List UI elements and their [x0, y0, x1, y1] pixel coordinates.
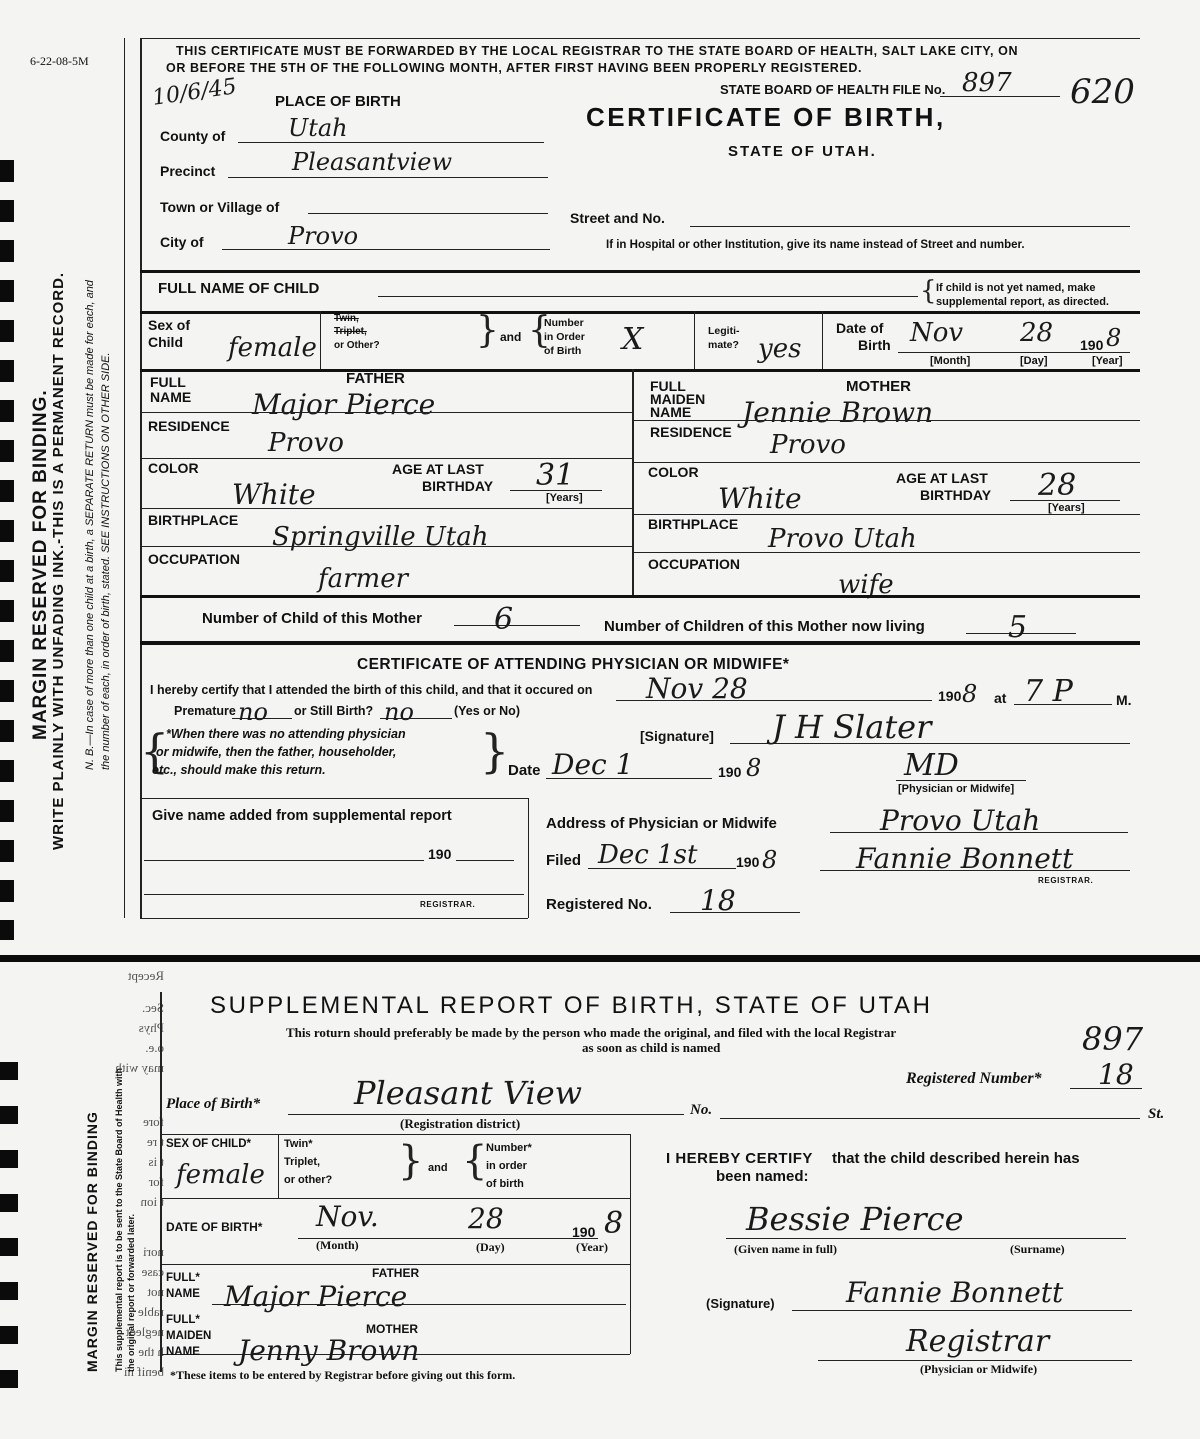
margin-write-text: WRITE PLAINLY WITH UNFADING INK.-THIS IS A PERMANENT RECORD.	[50, 271, 67, 850]
supp-day-label: (Day)	[476, 1240, 505, 1254]
bleed-line: t re	[147, 1134, 164, 1149]
certificate-subtitle: STATE OF UTAH.	[728, 143, 877, 160]
supp-twin-1: Twin*	[284, 1138, 313, 1150]
child-row-sep-2	[694, 311, 695, 369]
yes-no-label: (Yes or No)	[454, 704, 520, 718]
supp-number-2: in order	[486, 1160, 527, 1172]
supp-sex-label: SEX OF CHILD*	[166, 1138, 251, 1150]
dob-label-1: Date of	[836, 320, 884, 336]
physician-signature: J H Slater	[772, 708, 932, 746]
father-residence-label: RESIDENCE	[148, 418, 230, 434]
file-no-label: STATE BOARD OF HEALTH FILE No.	[720, 82, 946, 97]
handwritten-margin-date: 10/6/45	[150, 74, 239, 111]
supp-number-3: of birth	[486, 1178, 524, 1190]
order-label-3: of Birth	[544, 345, 582, 357]
mother-row-line-4	[634, 552, 1140, 553]
supp-registration-district: (Registration district)	[400, 1116, 521, 1131]
still-value: no	[384, 698, 414, 726]
full-name-line	[378, 296, 918, 297]
footnote-3: etc., should make this return.	[152, 763, 326, 777]
birth-year-printed: 190	[938, 688, 962, 704]
premature-label: Premature	[174, 704, 236, 718]
premature-value: no	[238, 698, 268, 726]
mother-row-line-1	[634, 420, 1140, 421]
supp-dob-month: Nov.	[316, 1200, 379, 1233]
instruction-line-2: OR BEFORE THE 5TH OF THE FOLLOWING MONTH, AFTER FIRST HAVING BEEN PROPERLY REGISTERED.	[166, 61, 863, 75]
filed-year-hand: 8	[762, 846, 778, 874]
dob-day: 28	[1020, 318, 1054, 348]
legit-label-2: mate?	[708, 339, 739, 351]
supp-reg-number: 18	[1098, 1058, 1134, 1091]
address-label: Address of Physician or Midwife	[546, 815, 777, 832]
bleed-line: t is	[148, 1154, 164, 1169]
supp-and-label: and	[428, 1162, 448, 1174]
sex-label-1: Sex of	[148, 317, 191, 333]
mother-birthplace: Provo Utah	[768, 524, 917, 554]
town-line	[308, 213, 548, 214]
supp-subtitle-2: as soon as child is named	[582, 1040, 721, 1055]
dob-label-2: Birth	[858, 337, 891, 353]
father-age-label-2: BIRTHDAY	[422, 478, 494, 494]
city-label: City of	[160, 234, 204, 250]
supp-signer-title: Registrar	[906, 1324, 1050, 1359]
supp-father-label-2: NAME	[166, 1288, 200, 1300]
bleed-line: fore	[143, 1114, 164, 1129]
supp-sex: female	[176, 1160, 265, 1190]
supp-place-line	[288, 1114, 684, 1115]
supp-box-row-2	[160, 1264, 630, 1265]
supp-signature-line	[792, 1310, 1132, 1311]
supp-certify-rest: that the child described herein has	[832, 1150, 1080, 1167]
father-heading: FATHER	[346, 370, 405, 387]
physician-heading: CERTIFICATE OF ATTENDING PHYSICIAN OR MIDWIFE*	[357, 656, 790, 673]
supp-mother-label-2: MAIDEN	[166, 1330, 212, 1342]
bleed-line: not	[147, 1284, 164, 1299]
father-occupation-label: OCCUPATION	[148, 551, 241, 567]
supp-reg-number-label: Registered Number*	[906, 1070, 1042, 1087]
supp-year-label: (Year)	[576, 1240, 608, 1254]
supp-mother-label-1: FULL*	[166, 1314, 200, 1326]
bleed-line: Recept	[127, 968, 164, 983]
bleed-line: negleot	[125, 1324, 164, 1339]
order-label-2: in Order	[544, 331, 585, 343]
date-year-hand: 8	[746, 754, 762, 782]
twin-brace: }	[476, 310, 499, 351]
divider-1	[140, 270, 1140, 273]
mother-occupation-label: OCCUPATION	[648, 556, 741, 572]
certificate-title: CERTIFICATE OF BIRTH,	[586, 102, 946, 132]
child-row-sep-3	[822, 311, 823, 369]
children-living-label: Number of Children of this Mother now living	[604, 618, 925, 635]
full-name-note-2: supplemental report, as directed.	[936, 296, 1109, 308]
divider-5	[140, 641, 1140, 645]
supp-month-label: (Month)	[316, 1238, 359, 1252]
file-no-extra: 620	[1070, 72, 1135, 112]
supp-surname-label: (Surname)	[1010, 1242, 1065, 1256]
supp-physician-label: (Physician or Midwife)	[920, 1362, 1038, 1376]
twin-label-1: Twin,	[334, 313, 359, 324]
full-name-note-1: If child is not yet named, make	[936, 282, 1096, 294]
supp-father: Major Pierce	[224, 1280, 408, 1313]
full-name-brace: {	[920, 276, 937, 306]
father-name-label-1: FULL	[150, 374, 186, 390]
supp-margin-note-1: This supplemental report is to be sent to the State Board of Health with	[114, 1067, 124, 1372]
file-no: 897	[962, 68, 1012, 98]
footnote-1: *When there was no attending physician	[166, 727, 406, 741]
order-label-1: Number	[544, 317, 584, 329]
supp-file-no: 897	[1082, 1020, 1144, 1058]
father-residence: Provo	[268, 428, 344, 458]
city-value: Provo	[288, 222, 359, 250]
bleed-line: Phys	[138, 1020, 164, 1035]
supp-given-label: (Given name in full)	[734, 1242, 838, 1256]
father-row-line-4	[140, 546, 632, 547]
mother-name-label-3: NAME	[650, 404, 692, 420]
mother-age-line	[1010, 500, 1120, 501]
father-age-label-1: AGE AT LAST	[392, 461, 484, 477]
mother-residence: Provo	[770, 430, 846, 460]
street-label: Street and No.	[570, 210, 665, 226]
dob-year-hand: 8	[1106, 324, 1122, 352]
child-row-sep-1	[320, 311, 321, 369]
torn-left-edge-bottom	[0, 1062, 18, 1402]
mother-color: White	[718, 482, 802, 515]
supp-name-line-2	[144, 894, 524, 895]
registered-no-label: Registered No.	[546, 896, 652, 913]
supp-twin-2: Triplet,	[284, 1156, 321, 1168]
mother-name-label-1: FULL	[650, 378, 686, 394]
filed-year-printed: 190	[736, 854, 760, 870]
footnote-brace-left: {	[140, 724, 170, 778]
children-living: 5	[1008, 610, 1028, 645]
supp-registrar-label: REGISTRAR.	[420, 900, 476, 909]
date-year-printed: 190	[718, 764, 742, 780]
father-occupation: farmer	[318, 564, 409, 594]
bleed-line: nori	[143, 1244, 164, 1259]
supp-father-heading: FATHER	[372, 1266, 420, 1280]
supp-street-line	[720, 1118, 1140, 1119]
instruction-line-1: THIS CERTIFICATE MUST BE FORWARDED BY THE LOCAL REGISTRAR TO THE STATE BOARD OF HEALTH, SALT LAKE CITY, ON	[176, 44, 1019, 58]
supp-subtitle-1: This roturn should preferably be made by the person who made the original, and filed with the local Registrar	[286, 1025, 897, 1040]
father-birthplace-label: BIRTHPLACE	[148, 512, 239, 528]
parents-divider	[632, 369, 634, 595]
city-line	[222, 249, 550, 250]
supp-box-right	[528, 798, 529, 918]
supplemental-report	[0, 962, 1200, 1439]
twin-label-3: or Other?	[334, 340, 380, 351]
mother-age: 28	[1038, 468, 1077, 503]
street-line	[690, 226, 1130, 227]
torn-left-edge	[0, 160, 14, 940]
legit-value: yes	[758, 334, 802, 364]
bleed-through-text	[54, 966, 164, 1379]
supp-box-row-1	[160, 1198, 630, 1199]
mother-row-line-2	[634, 462, 1140, 463]
supp-footnote: *These items to be entered by Registrar before giving out this form.	[170, 1368, 516, 1382]
mother-years-label: [Years]	[1048, 502, 1085, 514]
bleed-line: may with	[115, 1060, 164, 1075]
sex-value: female	[228, 333, 317, 363]
footnote-brace-right: }	[480, 724, 510, 778]
supp-title-line	[818, 1360, 1132, 1361]
town-label: Town or Village of	[160, 199, 280, 215]
border-top	[140, 38, 1140, 39]
supp-mother-heading: MOTHER	[366, 1322, 418, 1336]
child-number: 6	[494, 602, 514, 637]
supp-mother-label-3: NAME	[166, 1346, 200, 1358]
mother-age-label-1: AGE AT LAST	[896, 470, 988, 486]
father-birthplace: Springville Utah	[272, 522, 489, 552]
place-of-birth-heading: PLACE OF BIRTH	[275, 93, 401, 110]
supp-box-top	[140, 798, 528, 799]
filed-date: Dec 1st	[598, 840, 698, 870]
supp-dob-year-printed: 190	[572, 1224, 596, 1240]
full-name-label: FULL NAME OF CHILD	[158, 280, 320, 297]
mother-birthplace-label: BIRTHPLACE	[648, 516, 739, 532]
bleed-line: benif ni	[123, 1364, 164, 1379]
supp-given-line	[726, 1238, 1126, 1239]
supp-name-label: Give name added from supplemental report	[152, 808, 452, 824]
supp-place: Pleasant View	[354, 1074, 583, 1112]
border-left-inner	[124, 38, 125, 918]
supp-title: SUPPLEMENTAL REPORT OF BIRTH, STATE OF UTAH	[210, 992, 933, 1019]
supp-year: 190	[428, 846, 452, 862]
dob-month: Nov	[910, 318, 964, 348]
father-age-line	[510, 490, 602, 491]
filed-registrar-label: REGISTRAR.	[1038, 876, 1094, 885]
registered-no: 18	[700, 884, 736, 917]
supp-box-top	[160, 1134, 630, 1135]
supp-certify-label: I HEREBY CERTIFY	[666, 1150, 813, 1167]
dob-month-label: [Month]	[930, 355, 971, 367]
supp-border-left	[160, 992, 162, 1372]
supp-box-right	[630, 1134, 631, 1354]
supp-father-label-1: FULL*	[166, 1272, 200, 1284]
supp-dob-year-hand: 8	[604, 1206, 624, 1241]
father-name: Major Pierce	[252, 388, 436, 421]
supp-year-line	[456, 860, 514, 861]
physician-md: MD	[904, 748, 959, 783]
birth-time: 7 P	[1024, 674, 1073, 709]
birth-date: Nov 28	[646, 672, 748, 705]
supp-name-line-1	[144, 860, 424, 861]
physician-label: [Physician or Midwife]	[898, 783, 1015, 795]
twin-label-2: Triplet,	[334, 326, 367, 337]
dob-year-label: [Year]	[1092, 355, 1123, 367]
father-row-line-3	[140, 508, 632, 509]
and-label: and	[500, 330, 522, 344]
filed-label: Filed	[546, 852, 582, 869]
bleed-line: case	[141, 1264, 164, 1279]
dob-year-printed: 190	[1080, 337, 1104, 353]
bleed-line: h the	[138, 1344, 164, 1359]
mother-name: Jennie Brown	[742, 396, 934, 429]
bleed-line: for	[148, 1174, 164, 1189]
dob-day-label: [Day]	[1020, 355, 1048, 367]
still-label: or Still Birth?	[294, 704, 374, 718]
certify-text: I hereby certify that I attended the birth of this child, and that it occured on	[150, 683, 593, 697]
mother-name-label-2: MAIDEN	[650, 391, 706, 407]
father-color: White	[232, 478, 316, 511]
mother-heading: MOTHER	[846, 378, 911, 395]
precinct-line	[228, 177, 548, 178]
supp-number-brace: {	[462, 1138, 488, 1184]
county-line	[238, 142, 544, 143]
order-brace: {	[528, 310, 551, 351]
child-number-label: Number of Child of this Mother	[202, 610, 422, 627]
address-value: Provo Utah	[880, 804, 1041, 837]
mother-row-line-3	[634, 514, 1140, 515]
county-label: County of	[160, 128, 226, 144]
supp-dob-day: 28	[468, 1202, 504, 1235]
birth-year-hand: 8	[962, 680, 978, 708]
street-note: If in Hospital or other Institution, give its name instead of Street and number.	[606, 239, 1025, 251]
signature-label: [Signature]	[640, 728, 714, 744]
mother-age-label-2: BIRTHDAY	[920, 487, 992, 503]
supp-father-line	[212, 1304, 626, 1305]
supp-margin-reserved: MARGIN RESERVED FOR BINDING	[84, 1111, 100, 1372]
father-name-label-2: NAME	[150, 389, 192, 405]
supp-signature-label: (Signature)	[706, 1296, 775, 1311]
supp-box-bottom	[140, 918, 528, 919]
supp-no-label: No.	[690, 1102, 713, 1118]
supp-st-label: St.	[1148, 1106, 1165, 1122]
supp-number-1: Number*	[486, 1142, 532, 1154]
supp-dob-label: DATE OF BIRTH*	[166, 1220, 263, 1234]
m-label: M.	[1116, 692, 1132, 708]
sex-label-2: Child	[148, 334, 183, 350]
county-value: Utah	[288, 114, 348, 142]
supp-sex-sep	[278, 1134, 279, 1198]
border-left	[140, 38, 142, 918]
footnote-2: or midwife, then the father, householder,	[156, 745, 397, 759]
divider-2	[140, 311, 1140, 314]
father-color-label: COLOR	[148, 460, 199, 476]
margin-note-1: N. B.—In case of more than one child at a birth, a SEPARATE RETURN must be made for each, and	[84, 280, 96, 770]
divider-4	[140, 595, 1140, 598]
margin-note-2: the number of each, in order of birth, stated. SEE INSTRUCTIONS ON OTHER SIDE.	[100, 352, 112, 770]
supp-place-label: Place of Birth*	[166, 1096, 261, 1112]
bleed-line: t ion	[140, 1194, 164, 1209]
divider-3	[140, 369, 1140, 372]
father-age: 31	[536, 458, 575, 493]
mother-occupation: wife	[838, 570, 894, 600]
supp-signature: Fannie Bonnett	[846, 1276, 1064, 1309]
father-row-line-1	[140, 412, 632, 413]
dob-line	[898, 352, 1130, 353]
supp-certify-line-2: been named:	[716, 1168, 809, 1185]
bleed-line: rable	[138, 1304, 164, 1319]
mother-color-label: COLOR	[648, 464, 699, 480]
date-value: Dec 1	[552, 748, 634, 781]
legit-label-1: Legiti-	[708, 325, 740, 337]
precinct-value: Pleasantview	[292, 148, 453, 176]
bleed-line: o.e.	[145, 1040, 164, 1055]
supp-twin-brace: }	[398, 1138, 424, 1184]
supp-margin-note-2: the original report or forwarded later.	[126, 1213, 136, 1372]
supp-given-name: Bessie Pierce	[746, 1200, 964, 1238]
child-number-line	[454, 625, 580, 626]
father-years-label: [Years]	[546, 492, 583, 504]
precinct-label: Precinct	[160, 163, 216, 179]
supp-twin-3: or other?	[284, 1174, 333, 1186]
date-label: Date	[508, 762, 541, 779]
mother-residence-label: RESIDENCE	[650, 424, 732, 440]
margin-reserved-text: MARGIN RESERVED FOR BINDING.	[30, 389, 51, 740]
bleed-line: Sec.	[141, 1000, 164, 1015]
order-value: X	[622, 322, 644, 357]
registrar-signature: Fannie Bonnett	[856, 842, 1074, 875]
at-label: at	[994, 690, 1007, 706]
supp-mother: Jenny Brown	[238, 1334, 420, 1367]
form-code: 6-22-08-5M	[30, 54, 89, 68]
